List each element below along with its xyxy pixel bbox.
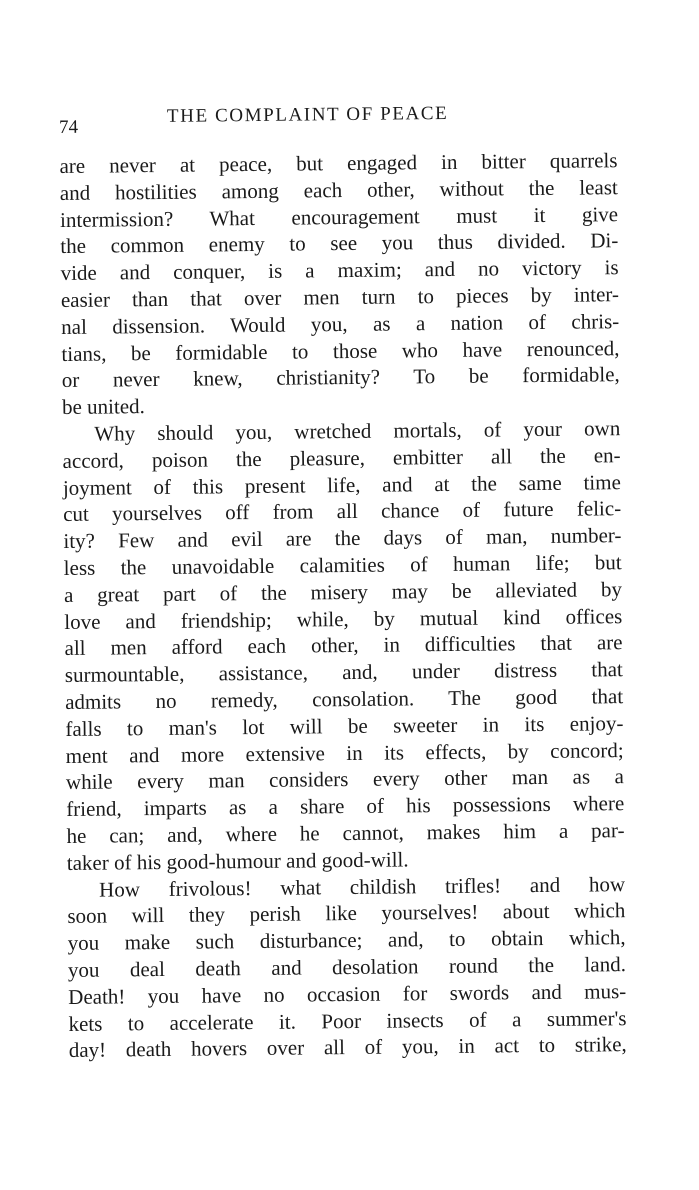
- text-line: a great part of the misery may be alleviated by: [63, 576, 623, 607]
- text-line: he can; and, where he cannot, makes him a par-: [66, 818, 625, 848]
- text-line: vide and conquer, is a maxim; and no victory is: [60, 255, 619, 286]
- text-line: ity? Few and evil are the days of man, number-: [63, 523, 622, 554]
- text-line: are never at peace, but engaged in bitter quarrels: [59, 148, 618, 179]
- page-number: 74: [58, 116, 79, 139]
- text-line: easier than that over men turn to pieces by inter-: [60, 282, 620, 312]
- text-line: ment and more extensive in its effects, by concord;: [65, 737, 624, 768]
- text-line: while every man considers every other man as a: [65, 764, 625, 795]
- text-line: less the unavoidable calamities of human life; but: [63, 550, 622, 580]
- text-line: soon will they perish like yourselves! about which: [67, 898, 626, 929]
- text-line: intermission? What encouragement must it give: [59, 201, 619, 232]
- text-line: accord, poison the pleasure, embitter all the en-: [62, 442, 621, 473]
- text-line: How frivolous! what childish trifles! and how: [98, 871, 626, 902]
- text-line: falls to man's lot will be sweeter in its enjoy-: [65, 710, 624, 741]
- text-line: kets to accelerate it. Poor insects of a summer's: [68, 1005, 627, 1036]
- text-line: admits no remedy, consolation. The good that: [64, 684, 624, 714]
- text-line: cut yourselves off from all chance of future felic-: [63, 496, 622, 527]
- text-line: be united.: [61, 394, 145, 420]
- text-line: you deal death and desolation round the land.: [67, 952, 627, 982]
- text-line: surmountable, assistance, and, under distress that: [64, 657, 623, 688]
- text-line: or never knew, christianity? To be formidable,: [61, 362, 620, 393]
- text-line: tians, be formidable to those who have renounced,: [61, 335, 620, 366]
- text-line: all men afford each other, in difficulties that are: [64, 630, 623, 661]
- text-line: Death! you have no occasion for swords and mus-: [68, 978, 627, 1009]
- text-line: joyment of this present life, and at the same time: [62, 469, 621, 500]
- text-line: Why should you, wretched mortals, of your own: [94, 416, 621, 446]
- text-line: taker of his good-humour and good-will.: [66, 847, 409, 875]
- page-header: [59, 101, 619, 137]
- text-line: love and friendship; while, by mutual kind offices: [64, 603, 623, 634]
- text-line: friend, imparts as a share of his possessions where: [66, 791, 625, 822]
- body-text: [59, 147, 627, 1064]
- text-line: the common enemy to see you thus divided. Di-: [60, 228, 619, 259]
- running-title: THE COMPLAINT OF PEACE: [166, 102, 449, 127]
- text-line: nal dissension. Would you, as a nation of chris-: [61, 308, 620, 339]
- text-line: day! death hovers over all of you, in act to strike,: [68, 1032, 627, 1063]
- text-line: you make such disturbance; and, to obtain which,: [67, 925, 626, 956]
- text-line: and hostilities among each other, without the least: [59, 174, 618, 205]
